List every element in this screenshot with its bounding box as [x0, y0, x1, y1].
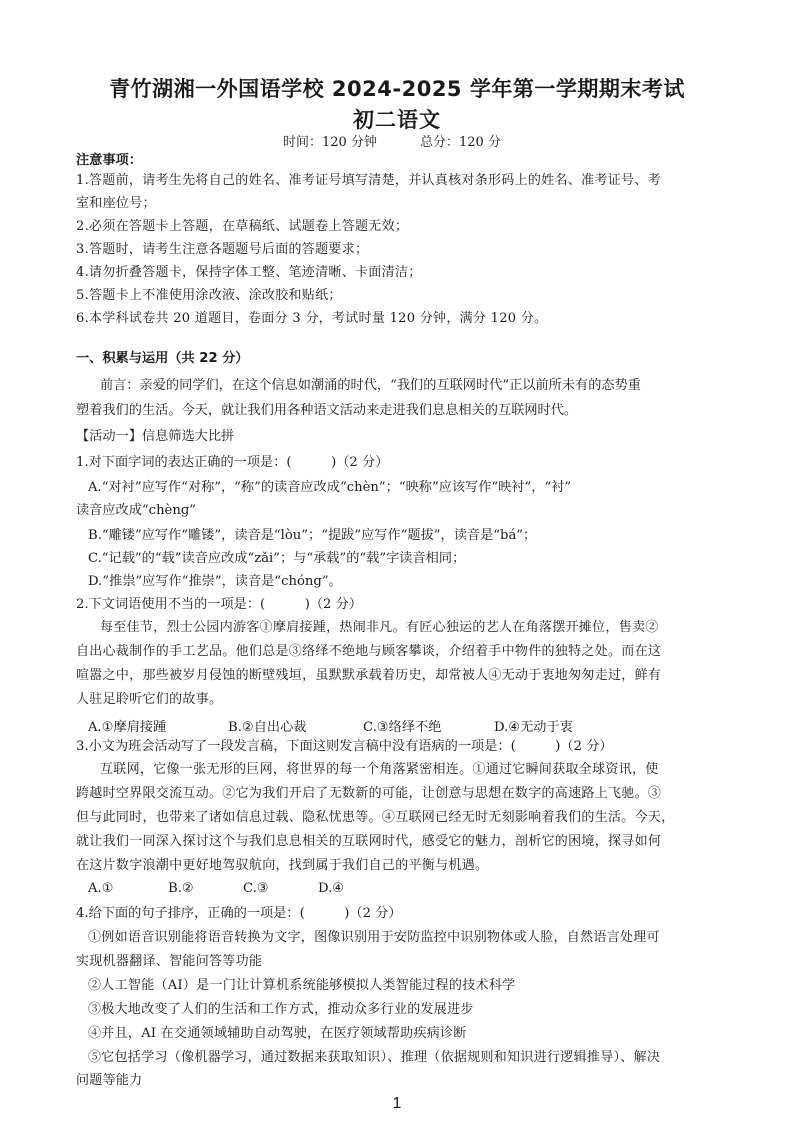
- question-4-sentence: 问题等能力: [76, 1073, 143, 1088]
- question-2-passage: 自出心裁制作的手工艺品。他们总是③络绎不绝地与顾客攀谈，介绍着手中物件的独特之处。而在这: [76, 644, 662, 659]
- question-2-passage: 人驻足聆听它们的故事。: [76, 692, 223, 707]
- note-item: 4.请勿折叠答题卡，保持字体工整、笔迹清晰、卡面清洁；: [76, 265, 422, 280]
- question-2-option-d: D.④无动于衷: [494, 720, 573, 735]
- question-3-option-d: D.④: [318, 881, 345, 896]
- question-2-option-c: C.③络绎不绝: [363, 720, 442, 735]
- question-4-stem: 4.给下面的句子排序，正确的一项是：( )（2 分）: [76, 906, 402, 921]
- question-4-sentence: ⑤它包括学习（像机器学习，通过数据来获取知识）、推理（依据规则和知识进行逻辑推导）、解决: [88, 1050, 661, 1065]
- page-number: 1: [392, 1095, 402, 1112]
- question-2-option-a: A.①摩肩接踵: [88, 720, 167, 735]
- question-3-passage: 跨越时空界限交流互动。②它为我们开启了无数新的可能，让创意与思想在数字的高速路上飞驰。③: [76, 786, 662, 801]
- note-item: 3.答题时，请考生注意各题题号后面的答题要求；: [76, 242, 369, 257]
- question-3-passage: 但与此同时，也带来了诸如信息过载、隐私忧患等。④互联网已经无时无刻影响着我们的生活。今天，: [76, 810, 675, 825]
- question-2-passage: 喧嚣之中，那些被岁月侵蚀的断壁残垣，虽默默承载着历史，却常被人④无动于衷地匆匆走过，鲜有: [76, 668, 662, 683]
- question-2-stem: 2.下文词语使用不当的一项是：( )（2 分）: [76, 597, 363, 612]
- exam-subject: 初二语文: [353, 108, 441, 132]
- notes-heading: 注意事项：: [76, 153, 142, 168]
- question-3-passage: 就让我们一同深入探讨这个与我们息息相关的互联网时代，感受它的魅力，剖析它的困境，探寻如何: [76, 834, 662, 849]
- note-item: 6.本学科试卷共 20 道题目，卷面分 3 分，考试时量 120 分钟，满分 120 分。: [76, 311, 548, 326]
- question-4-sentence: ①例如语音识别能将语音转换为文字，图像识别用于安防监控中识别物体或人脸，自然语言处理可: [88, 930, 660, 945]
- question-3-passage: 互联网，它像一张无形的巨网，将世界的每一个角落紧密相连。①通过它瞬间获取全球资讯，使: [100, 762, 659, 777]
- question-1-option-b: B.“雕镂”应写作“雕镂”，读音是“lòu”；“提跋”应写作“题拔”，读音是“bá”；: [88, 528, 537, 543]
- question-1-option-c: C.“记载”的“载”读音应改成“zǎi”；与“承载”的“载”字读音相同；: [88, 551, 466, 566]
- question-3-option-a: A.①: [88, 881, 114, 896]
- note-item: 1.答题前，请考生先将自己的姓名、准考证号填写清楚，并认真核对条形码上的姓名、准考证号、考: [76, 173, 661, 188]
- question-4-sentence: ③极大地改变了人们的生活和工作方式，推动众多行业的发展进步: [88, 1002, 474, 1017]
- question-2-passage: 每至佳节，烈士公园内游客①摩肩接踵，热闹非凡。有匠心独运的艺人在角落摆开摊位，售卖②: [100, 620, 659, 635]
- question-3-option-c: C.③: [243, 881, 269, 896]
- question-4-sentence: ②人工智能（AI）是一门让计算机系统能够模拟人类智能过程的技术科学: [88, 978, 516, 993]
- exam-time: 时间：120 分钟: [283, 135, 377, 150]
- exam-title: 青竹湖湘一外国语学校 2024-2025 学年第一学期期末考试: [109, 77, 685, 101]
- question-3-passage: 在这片数字浪潮中更好地驾驭航向，找到属于我们自己的平衡与机遇。: [76, 858, 489, 873]
- question-4-sentence: 实现机器翻译、智能问答等功能: [76, 954, 263, 969]
- section-heading: 一、积累与运用（共 22 分）: [76, 351, 249, 366]
- exam-score: 总分：120 分: [420, 135, 501, 150]
- question-2-option-b: B.②自出心裁: [228, 720, 307, 735]
- question-1-option-a-cont: 读音应改成“chènɡ”: [76, 503, 197, 518]
- intro-line: 前言：亲爱的同学们，在这个信息如潮涌的时代，“我们的互联网时代”正以前所未有的态势重: [100, 378, 641, 393]
- question-3-option-b: B.②: [168, 881, 194, 896]
- note-item: 2.必须在答题卡上答题，在草稿纸、试题卷上答题无效；: [76, 219, 409, 234]
- question-1-option-a: A.“对衬”应写作“对称”，“称”的读音应改成“chèn”；“映称”应该写作“映衬”，“衬”: [88, 480, 572, 495]
- question-4-sentence: ④并且，AI 在交通领域辅助自动驾驶，在医疗领域帮助疾病诊断: [88, 1026, 467, 1041]
- intro-line: 塑着我们的生活。今天，就让我们用各种语文活动来走进我们息息相关的互联网时代。: [76, 403, 578, 418]
- question-1-option-d: D.“推祟”应写作“推崇”，读音是“chóng”。: [88, 574, 342, 589]
- note-item: 室和座位号；: [76, 196, 156, 211]
- question-3-stem: 3.小文为班会活动写了一段发言稿，下面这则发言稿中没有语病的一项是：( )（2 分）: [76, 739, 613, 754]
- activity-heading: 【活动一】信息筛选大比拼: [76, 429, 235, 444]
- note-item: 5.答题卡上不准使用涂改液、涂改胶和贴纸；: [76, 288, 342, 303]
- question-1-stem: 1.对下面字词的表达正确的一项是：( )（2 分）: [76, 455, 389, 470]
